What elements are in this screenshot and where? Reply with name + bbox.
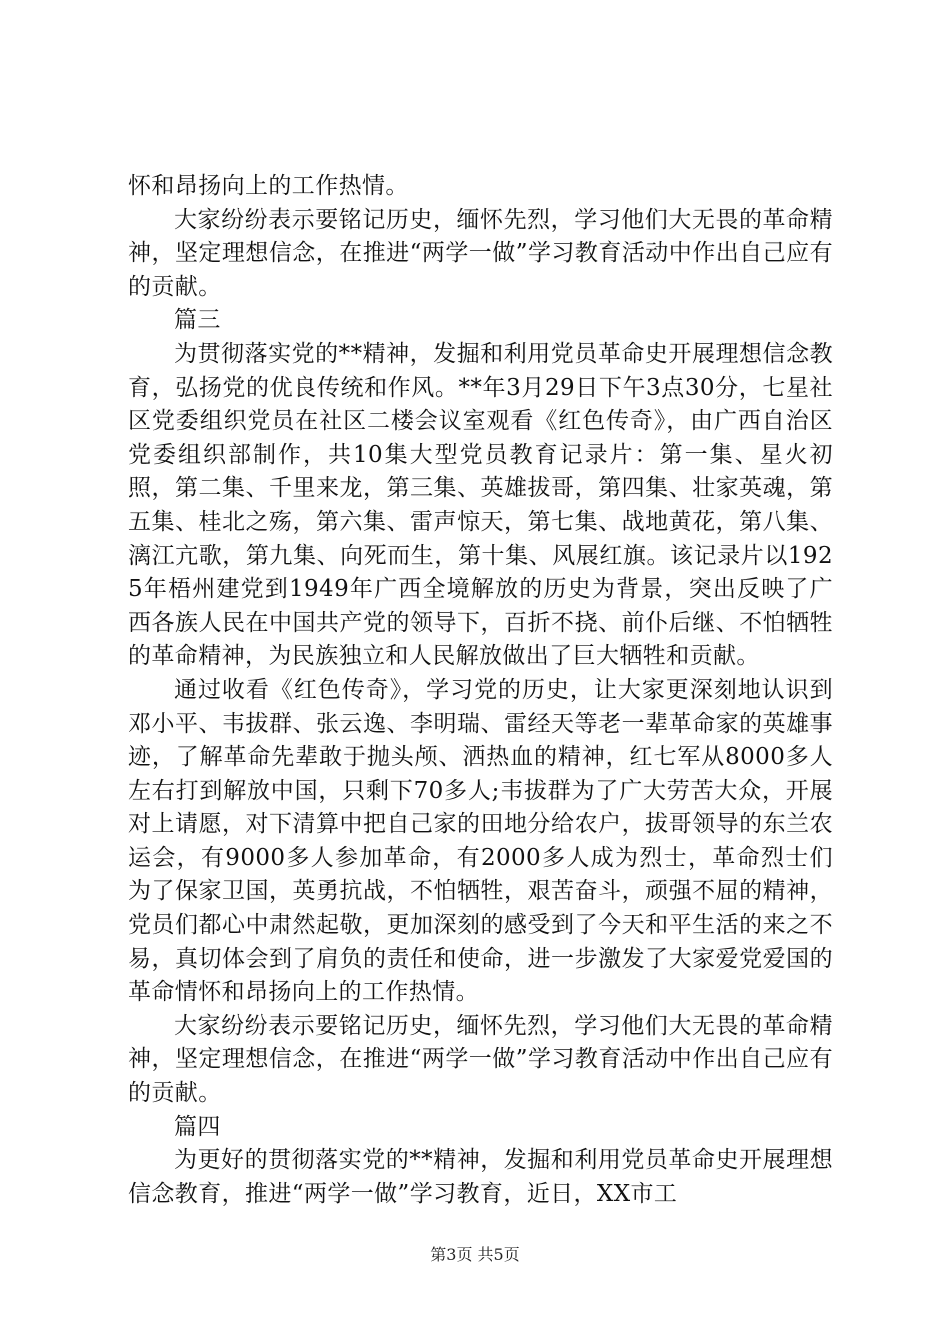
- page-number-footer: 第3页 共5页: [430, 1245, 520, 1264]
- document-body: [128, 170, 833, 1211]
- section-heading-4: 篇四: [174, 1113, 221, 1140]
- section-heading-3: 篇三: [174, 307, 221, 334]
- paragraph-2: 大家纷纷表示要铭记历史，缅怀先烈，学习他们大无畏的革命精神，坚定理想信念，在推进“两学一做”学习教育活动中作出自己应有的贡献。: [128, 206, 833, 300]
- paragraph-8: 为更好的贯彻落实党的**精神，发掘和利用党员革命史开展理想信念教育，推进“两学一做”学习教育，近日，XX市工: [128, 1147, 833, 1207]
- paragraph-4: 为贯彻落实党的**精神，发掘和利用党员革命史开展理想信念教育，弘扬党的优良传统和作风。**年3月29日下午3点30分，七星社区党委组织党员在社区二楼会议室观看《红色传奇》，由广西自治区党委组织部制作，共10集大型党员教育记录片：第一集、星火初照，第二集、千里来龙，第三集、英雄拔哥，第四集、壮家英魂，第五集、桂北之殇，第六集、雷声惊天，第七集、战地黄花，第八集、漓江亢歌，第九集、向死而生，第十集、风展红旗。该记录片以1925年梧州建党到1949年广西全境解放的历史为背景，突出反映了广西各族人民在中国共产党的领导下，百折不挠、前仆后继、不怕牺牲的革命精神，为民族独立和人民解放做出了巨大牺牲和贡献。: [128, 340, 833, 670]
- paragraph-1: 怀和昂扬向上的工作热情。: [128, 173, 409, 199]
- paragraph-5: 通过收看《红色传奇》，学习党的历史，让大家更深刻地认识到邓小平、韦拔群、张云逸、李明瑞、雷经天等老一辈革命家的英雄事迹，了解革命先辈敢于抛头颅、洒热血的精神，红七军从8000多人左右打到解放中国，只剩下70多人;韦拔群为了广大劳苦大众，开展对上请愿，对下清算中把自己家的田地分给农户，拔哥领导的东兰农运会，有9000多人参加革命，有2000多人成为烈士，革命烈士们为了保家卫国，英勇抗战，不怕牺牲，艰苦奋斗，顽强不屈的精神，党员们都心中肃然起敬，更加深刻的感受到了今天和平生活的来之不易，真切体会到了肩负的责任和使命，进一步激发了大家爱党爱国的革命情怀和昂扬向上的工作热情。: [128, 676, 833, 1006]
- paragraph-6: 大家纷纷表示要铭记历史，缅怀先烈，学习他们大无畏的革命精神，坚定理想信念，在推进“两学一做”学习教育活动中作出自己应有的贡献。: [128, 1012, 833, 1107]
